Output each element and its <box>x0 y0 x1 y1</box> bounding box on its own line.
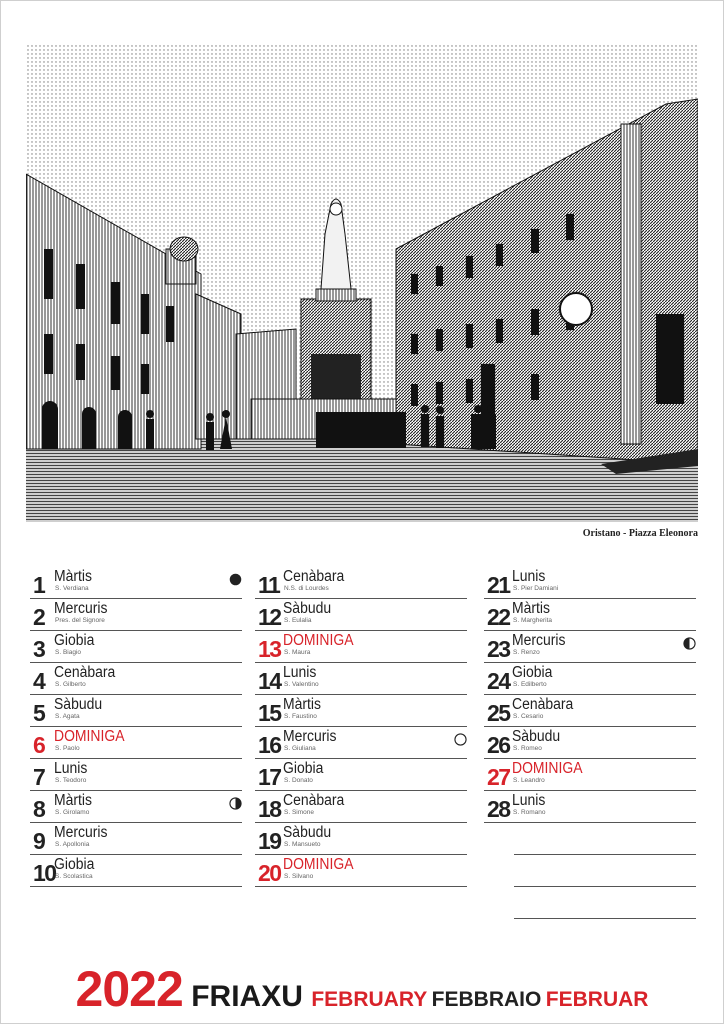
day-row <box>255 727 467 759</box>
last-quarter-moon-icon <box>683 637 696 650</box>
saint-name: S. Romeo <box>513 745 542 752</box>
day-row <box>30 695 242 727</box>
saint-name: S. Scolastica <box>55 873 93 880</box>
day-row <box>255 791 467 823</box>
day-number: 5 <box>33 700 45 726</box>
month-local: FRIAXU <box>191 980 303 1013</box>
weekday-name: Màrtis <box>512 600 550 617</box>
day-number: 2 <box>33 604 45 630</box>
saint-name: S. Silvano <box>284 873 314 880</box>
day-row <box>30 727 242 759</box>
weekday-name: Giobia <box>512 664 553 681</box>
saint-name: S. Faustino <box>284 713 317 720</box>
saint-name: S. Edilberto <box>513 681 547 688</box>
weekday-name: Mercuris <box>54 600 108 617</box>
day-number: 14 <box>258 668 281 694</box>
day-row <box>255 759 467 791</box>
saint-name: S. Donato <box>284 777 313 784</box>
weekday-name: Lunis <box>512 792 546 809</box>
weekday-name: Sàbudu <box>54 696 103 713</box>
day-number: 19 <box>258 828 281 854</box>
day-row <box>30 663 242 695</box>
month-italian: FEBBRAIO <box>431 988 542 1011</box>
day-row <box>484 631 696 663</box>
weekday-name: Mercuris <box>283 728 337 745</box>
saint-name: S. Eulalia <box>284 617 312 624</box>
day-row <box>255 695 467 727</box>
day-row <box>30 759 242 791</box>
saint-name: S. Paolo <box>55 745 80 752</box>
day-row <box>484 759 696 791</box>
day-row <box>484 663 696 695</box>
day-number: 6 <box>33 732 45 758</box>
saint-name: S. Agata <box>55 713 80 720</box>
day-row <box>484 599 696 631</box>
day-number: 1 <box>33 572 45 598</box>
saint-name: S. Romano <box>513 809 546 816</box>
day-number: 27 <box>487 764 510 790</box>
first-quarter-moon-icon <box>229 797 242 810</box>
saint-name: S. Maura <box>284 649 311 656</box>
saint-name: S. Verdiana <box>55 585 89 592</box>
day-number: 18 <box>258 796 281 822</box>
saint-name: S. Apollonia <box>55 841 90 848</box>
weekday-name: Màrtis <box>54 792 92 809</box>
day-number: 13 <box>258 636 281 662</box>
weekday-name: DOMINIGA <box>512 760 583 777</box>
weekday-name: Giobia <box>283 760 324 777</box>
weekday-name: Màrtis <box>283 696 321 713</box>
weekday-name: Lunis <box>54 760 88 777</box>
day-number: 3 <box>33 636 45 662</box>
day-row <box>255 567 467 599</box>
month-english: FEBRUARY <box>311 988 428 1011</box>
saint-name: S. Valentino <box>284 681 319 688</box>
saint-name: N.S. di Lourdes <box>284 585 329 592</box>
day-row <box>30 631 242 663</box>
day-row <box>30 823 242 855</box>
weekday-name: Cenàbara <box>54 664 116 681</box>
saint-name: S. Simone <box>284 809 314 816</box>
weekday-name: Cenàbara <box>512 696 574 713</box>
calendar-column-1 <box>30 567 242 887</box>
saint-name: S. Giuliana <box>284 745 316 752</box>
saint-name: S. Mansueto <box>284 841 321 848</box>
weekday-name: Sàbudu <box>512 728 561 745</box>
day-number: 17 <box>258 764 281 790</box>
weekday-name: Cenàbara <box>283 568 345 585</box>
day-number: 21 <box>487 572 510 598</box>
saint-name: S. Gilberto <box>55 681 86 688</box>
day-number: 4 <box>33 668 45 694</box>
day-number: 25 <box>487 700 510 726</box>
day-row <box>255 631 467 663</box>
piazza-eleonora-engraving <box>26 44 698 522</box>
day-number: 28 <box>487 796 510 822</box>
day-number: 23 <box>487 636 510 662</box>
calendar-footer <box>0 960 724 1018</box>
day-number: 8 <box>33 796 45 822</box>
day-row <box>255 663 467 695</box>
weekday-name: DOMINIGA <box>283 856 354 873</box>
day-row <box>30 599 242 631</box>
weekday-name: DOMINIGA <box>54 728 125 745</box>
weekday-name: Giobia <box>54 632 95 649</box>
image-caption: Oristano - Piazza Eleonora <box>582 528 698 539</box>
blank-line <box>514 823 696 855</box>
day-number: 12 <box>258 604 281 630</box>
day-row <box>30 855 242 887</box>
weekday-name: Sàbudu <box>283 600 332 617</box>
day-number: 16 <box>258 732 281 758</box>
calendar-column-2 <box>255 567 467 887</box>
weekday-name: Lunis <box>512 568 546 585</box>
weekday-name: Giobia <box>54 856 95 873</box>
weekday-name: DOMINIGA <box>283 632 354 649</box>
weekday-name: Màrtis <box>54 568 92 585</box>
day-row <box>255 823 467 855</box>
day-row <box>255 855 467 887</box>
new-moon-icon <box>229 573 242 586</box>
saint-name: S. Cesario <box>513 713 544 720</box>
calendar-column-3 <box>484 567 696 919</box>
day-number: 11 <box>258 572 280 598</box>
day-row <box>30 567 242 599</box>
day-number: 15 <box>258 700 281 726</box>
day-row <box>484 567 696 599</box>
weekday-name: Lunis <box>283 664 317 681</box>
saint-name: S. Leandro <box>513 777 545 784</box>
weekday-name: Mercuris <box>54 824 108 841</box>
day-row <box>484 727 696 759</box>
day-number: 7 <box>33 764 45 790</box>
day-row <box>30 791 242 823</box>
day-number: 24 <box>487 668 510 694</box>
saint-name: S. Girolamo <box>55 809 90 816</box>
day-number: 10 <box>33 860 56 886</box>
weekday-name: Sàbudu <box>283 824 332 841</box>
day-number: 9 <box>33 828 45 854</box>
month-german: FEBRUAR <box>545 988 649 1011</box>
blank-line <box>514 855 696 887</box>
full-moon-icon <box>454 733 467 746</box>
day-row <box>255 599 467 631</box>
saint-name: S. Biagio <box>55 649 82 656</box>
year: 2022 <box>75 961 183 1017</box>
day-number: 26 <box>487 732 510 758</box>
saint-name: S. Pier Damiani <box>513 585 559 592</box>
day-number: 22 <box>487 604 510 630</box>
weekday-name: Mercuris <box>512 632 566 649</box>
saint-name: S. Renzo <box>513 649 540 656</box>
weekday-name: Cenàbara <box>283 792 345 809</box>
day-row <box>484 791 696 823</box>
day-row <box>484 695 696 727</box>
saint-name: S. Teodoro <box>55 777 87 784</box>
saint-name: Pres. del Signore <box>55 617 105 624</box>
blank-line <box>514 887 696 919</box>
day-number: 20 <box>258 860 281 886</box>
saint-name: S. Margherita <box>513 617 553 624</box>
